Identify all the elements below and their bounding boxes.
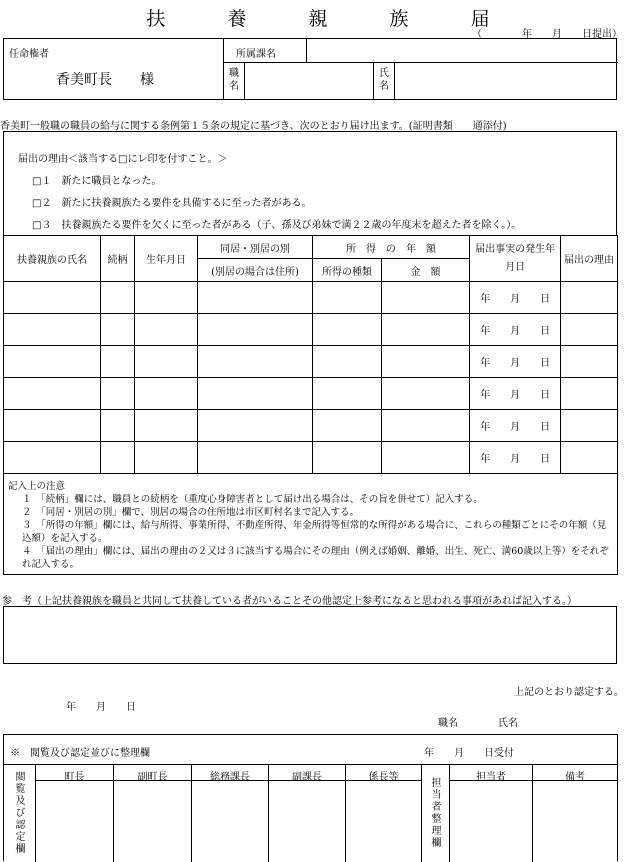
notes-block (3, 473, 618, 575)
event-date-cell[interactable]: 年 月 日 (470, 410, 561, 442)
reason-item-3: □３ 扶養親族たる要件を欠くに至った者がある（子、孫及び弟妹で満２２歳の年度末を超えた者を除く。）。 (32, 220, 522, 231)
review-block (3, 734, 618, 861)
table-row (4, 442, 618, 474)
name-label: 氏名 (379, 68, 389, 92)
role-deputy-chief: 副課長 (292, 772, 322, 783)
remarks-field[interactable] (3, 606, 617, 664)
submission-date: （ 年 月 日提出） (472, 29, 622, 40)
col-amount: 金 額 (382, 259, 470, 282)
notes-title: 記入上の注意 (8, 481, 66, 492)
certify-signer: 職名 氏名 (438, 718, 518, 729)
col-name: 扶養親族の氏名 (4, 236, 101, 282)
event-date-cell[interactable]: 年 月 日 (470, 282, 561, 314)
certify-statement: 上記のとおり認定する。 (514, 687, 624, 698)
preamble: 香美町一般職の職員の給与に関する条例第１５条の規定に基づき、次のとおり届け出ます。(証明書類 通添付) (0, 121, 507, 132)
review-left-label: 閲覧及び認定欄 (13, 771, 24, 855)
reason-item-1: □１ 新たに職員となった。 (32, 176, 162, 187)
col-birth: 生年月日 (135, 236, 198, 282)
header-block (3, 38, 617, 100)
note-item: ４ 「届出の理由」欄には、届出の理由の２又は３に該当する場合にその理由（例えば婚姻、離婚、出生、死亡、満60歳以上等）をそれぞれ記入する。 (22, 546, 609, 570)
appointer-label: 任命権者 (9, 49, 49, 60)
note-item: １ 「続柄」欄には、職員との続柄を（重度心身障害者として届け出る場合は、その旨を併せて）記入する。 (22, 494, 483, 505)
role-remarks: 備考 (565, 772, 585, 783)
table-row (4, 378, 618, 410)
certify-date: 年 月 日 (66, 702, 136, 713)
role-section-head: 係長等 (368, 772, 399, 783)
review-received: 年 月 日受付 (424, 748, 514, 759)
col-income-type: 所得の種類 (313, 259, 382, 282)
form-title: 扶 養 親 族 届 (146, 8, 518, 30)
role-staff: 担当者 (476, 772, 506, 783)
col-income: 所 得 の 年 額 (313, 236, 470, 259)
review-title: ※ 閲覧及び認定並びに整理欄 (10, 748, 150, 759)
col-relation: 続柄 (101, 236, 135, 282)
reason-item-2: □２ 新たに扶養親族たる要件を具備するに至った者がある。 (32, 198, 312, 209)
note-item: ２ 「同居・別居の別」欄で、別居の場合の住所地は市区町村名まで記入する。 (22, 507, 360, 518)
note-item: ３ 「所得の年額」欄には、給与所得、事業所得、不動産所得、年金所得等恒常的な所得がある場合に、これらの種類ごとにその年額（見込額）を記入する。 (22, 520, 607, 544)
reasons-block (3, 131, 617, 235)
event-date-cell[interactable]: 年 月 日 (470, 314, 561, 346)
position-label: 職名 (229, 68, 239, 92)
col-living-sub: (別居の場合は住所) (198, 259, 313, 282)
dependents-table (3, 235, 618, 474)
table-row (4, 346, 618, 378)
col-living: 同居・別居の別 (198, 236, 313, 259)
role-deputy-mayor: 副町長 (137, 772, 168, 783)
event-date-cell[interactable]: 年 月 日 (470, 346, 561, 378)
remarks-label: 参 考（上記扶養親族を職員と共同して扶養している者がいることその他認定上参考になると思われる事項があれば記入する。） (2, 596, 577, 607)
role-mayor: 町長 (64, 772, 85, 783)
addressee: 香美町長 様 (56, 72, 154, 88)
event-date-cell[interactable]: 年 月 日 (470, 442, 561, 474)
col-reason: 届出の理由 (561, 236, 618, 282)
table-row (4, 410, 618, 442)
table-row (4, 314, 618, 346)
col-event-date: 届出事実の発生年月日 (470, 236, 561, 282)
event-date-cell[interactable]: 年 月 日 (470, 378, 561, 410)
role-general-affairs-chief: 総務課長 (210, 772, 250, 783)
reason-intro: 届出の理由＜該当する□にレ印を付すこと。＞ (18, 154, 228, 165)
dept-label: 所属課名 (236, 49, 276, 60)
review-right-label: 担当者整理欄 (429, 777, 440, 849)
table-row (4, 282, 618, 314)
